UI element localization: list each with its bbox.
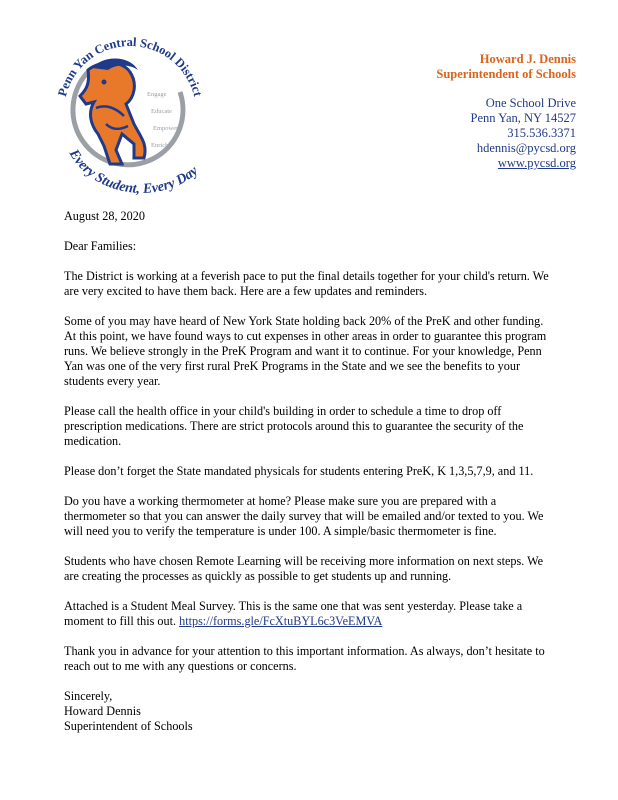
paragraph-physicals: Please don’t forget the State mandated physicals for students entering PreK, K 1,3,5,7,9, and 11.	[64, 464, 534, 478]
logo-value-empower: Empower	[153, 125, 179, 132]
logo-tagline: Every Student, Every Day	[65, 147, 202, 198]
superintendent-title: Superintendent of Schools	[436, 67, 576, 81]
letter-date: August 28, 2020	[64, 209, 145, 223]
email-address: hdennis@pycsd.org	[476, 141, 576, 155]
superintendent-name: Howard J. Dennis	[479, 52, 576, 66]
phone-number: 315.536.3371	[507, 126, 576, 140]
paragraph-medications: Please call the health office in your child's building in order to schedule a time to drop off prescription medications. There are strict protocols around this to guarantee the security of the medication.	[64, 404, 524, 448]
paragraph-return: The District is working at a feverish pace to put the final details together for your child's return. We are very excited to have them back. Here are a few updates and reminders.	[64, 269, 549, 298]
meal-survey-link[interactable]: https://forms.gle/FcXtuBYL6c3VeEMVA	[179, 614, 383, 628]
signature-block	[64, 689, 554, 734]
address-line-1: One School Drive	[485, 96, 576, 110]
website-link[interactable]: www.pycsd.org	[497, 156, 576, 170]
letter-body	[64, 209, 554, 734]
logo-value-educate: Educate	[151, 108, 172, 115]
logo-value-enrich: Enrich	[151, 142, 169, 149]
paragraph-remote-learning: Students who have chosen Remote Learning will be receiving more information on next steps. We are creating the processes as quickly as possible to get students up and running.	[64, 554, 544, 583]
paragraph-prek-funding: Some of you may have heard of New York State holding back 20% of the PreK and other funding. At this point, we have found ways to cut expenses in other areas in order to guarantee this program runs. We believe strongly in the PreK Program and want it to continue. For your knowledge, Penn Yan was one of the very first rural PreK Programs in the State and we see the benefits to your students every year.	[64, 314, 547, 388]
district-logo	[30, 12, 230, 212]
letterhead	[436, 52, 576, 171]
letter-salutation: Dear Families:	[64, 239, 137, 253]
address-line-2: Penn Yan, NY 14527	[470, 111, 576, 125]
paragraph-meal-survey	[64, 599, 554, 629]
meal-survey-text: Attached is a Student Meal Survey. This is the same one that was sent yesterday. Please take a moment to fill this out.	[64, 599, 523, 628]
signoff: Sincerely,	[64, 689, 113, 703]
signer-title: Superintendent of Schools	[64, 719, 193, 733]
paragraph-closing: Thank you in advance for your attention to this important information. As always, don’t hesitate to reach out to me with any questions or concerns.	[64, 644, 545, 673]
signer-name: Howard Dennis	[64, 704, 141, 718]
logo-value-engage: Engage	[147, 91, 167, 98]
logo-arc-text: Penn Yan Central School District	[55, 34, 205, 98]
paragraph-thermometer: Do you have a working thermometer at home? Please make sure you are prepared with a thermometer so that you can answer the daily survey that will be emailed and/or texted to you. We will need you to verify the temperature is under 100. A simple/basic thermometer is fine.	[64, 494, 544, 538]
